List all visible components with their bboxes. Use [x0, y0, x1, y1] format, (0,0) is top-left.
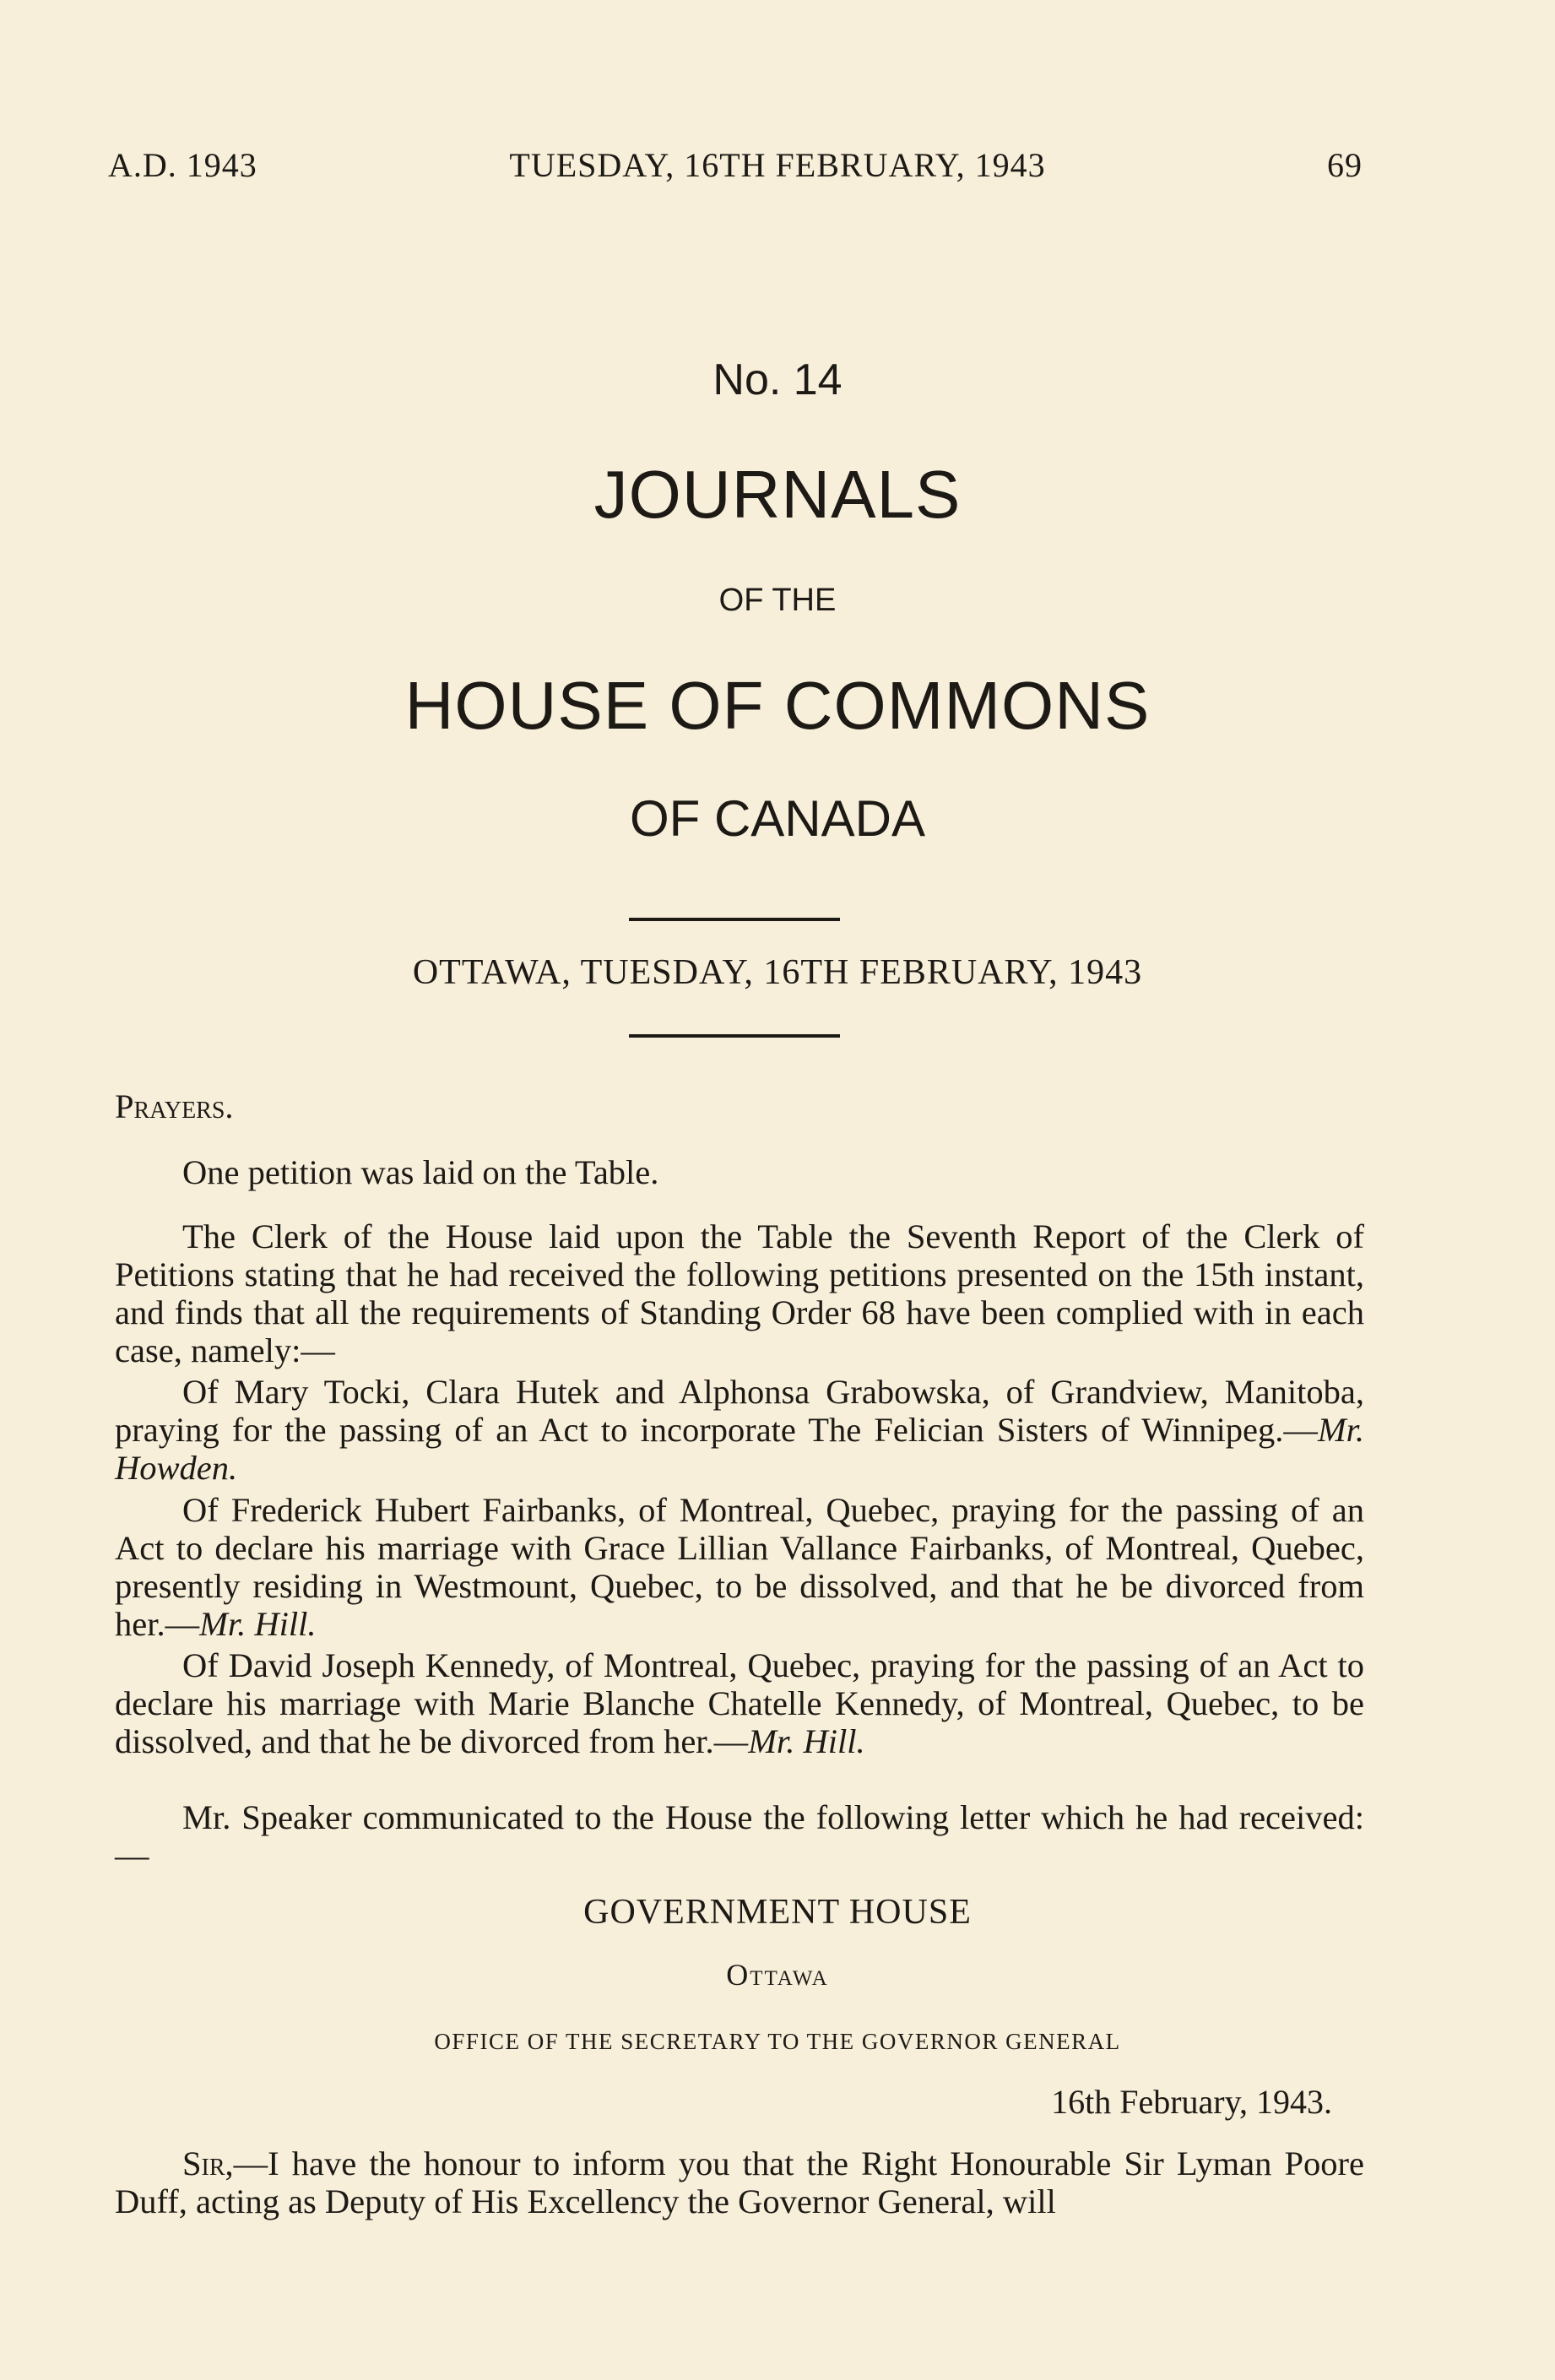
sitting-dateline: OTTAWA, TUESDAY, 16TH FEBRUARY, 1943 [412, 953, 1143, 992]
petition-felician-sisters: Of Mary Tocki, Clara Hutek and Alphonsa Grabowska, of Grandview, Manitoba, praying for the passing of an Act to incorporate The Felician Sisters of Winnipeg.—Mr. Howden. [115, 1373, 1364, 1487]
member-name: Mr. Hill. [199, 1605, 317, 1643]
petition-kennedy: Of David Joseph Kennedy, of Montreal, Quebec, praying for the passing of an Act to declare his marriage with Marie Blanche Chatelle Kennedy, of Montreal, Quebec, to be dissolved, and that he be divorced from her.—Mr. Hill. [115, 1646, 1364, 1760]
letter-date: 16th February, 1943. [1051, 2083, 1332, 2121]
petition-fairbanks: Of Frederick Hubert Fairbanks, of Montreal, Quebec, praying for the passing of an Act to declare his marriage with Grace Lillian Vallance Fairbanks, of Montreal, Quebec, presently residing in Westmount, Quebec, to be dissolved, and that he be divorced from her.—Mr. Hill. [115, 1491, 1364, 1643]
letter-place: Ottawa [726, 1958, 829, 1992]
issue-number: No. 14 [712, 355, 843, 404]
paragraph-clerk-report: The Clerk of the House laid upon the Table the Seventh Report of the Clerk of Petitions stating that he had received the following petitions presented on the 15th instant, and finds that all the requirements of Standing Order 68 have been complied with in each case, namely:— [115, 1217, 1364, 1369]
member-name: Mr. Howden. [115, 1411, 1364, 1487]
divider-rule-top [629, 918, 840, 921]
paragraph-speaker-letter: Mr. Speaker communicated to the House the following letter which he had received:— [115, 1798, 1364, 1874]
running-head-date: TUESDAY, 16TH FEBRUARY, 1943 [509, 146, 1046, 184]
running-head-year: A.D. 1943 [108, 146, 257, 184]
masthead-house: HOUSE OF COMMONS [404, 668, 1151, 743]
divider-rule-bottom [629, 1034, 840, 1038]
masthead-canada: OF CANADA [629, 790, 926, 847]
member-name: Mr. Hill. [748, 1722, 865, 1760]
masthead-title: JOURNALS [593, 457, 962, 532]
letter-heading: GOVERNMENT HOUSE [583, 1893, 972, 1932]
masthead-of-the: OF THE [718, 583, 837, 618]
page-number: 69 [1327, 146, 1363, 184]
letter-body: Sir,—I have the honour to inform you that the Right Honourable Sir Lyman Poore Duff, acting as Deputy of His Excellency the Governor General, will [115, 2144, 1364, 2220]
prayers-heading: Prayers. [115, 1087, 234, 1125]
salutation: Sir, [182, 2144, 234, 2182]
paragraph-petition-laid: One petition was laid on the Table. [182, 1153, 659, 1191]
letter-office: OFFICE OF THE SECRETARY TO THE GOVERNOR GENERAL [434, 2029, 1121, 2054]
